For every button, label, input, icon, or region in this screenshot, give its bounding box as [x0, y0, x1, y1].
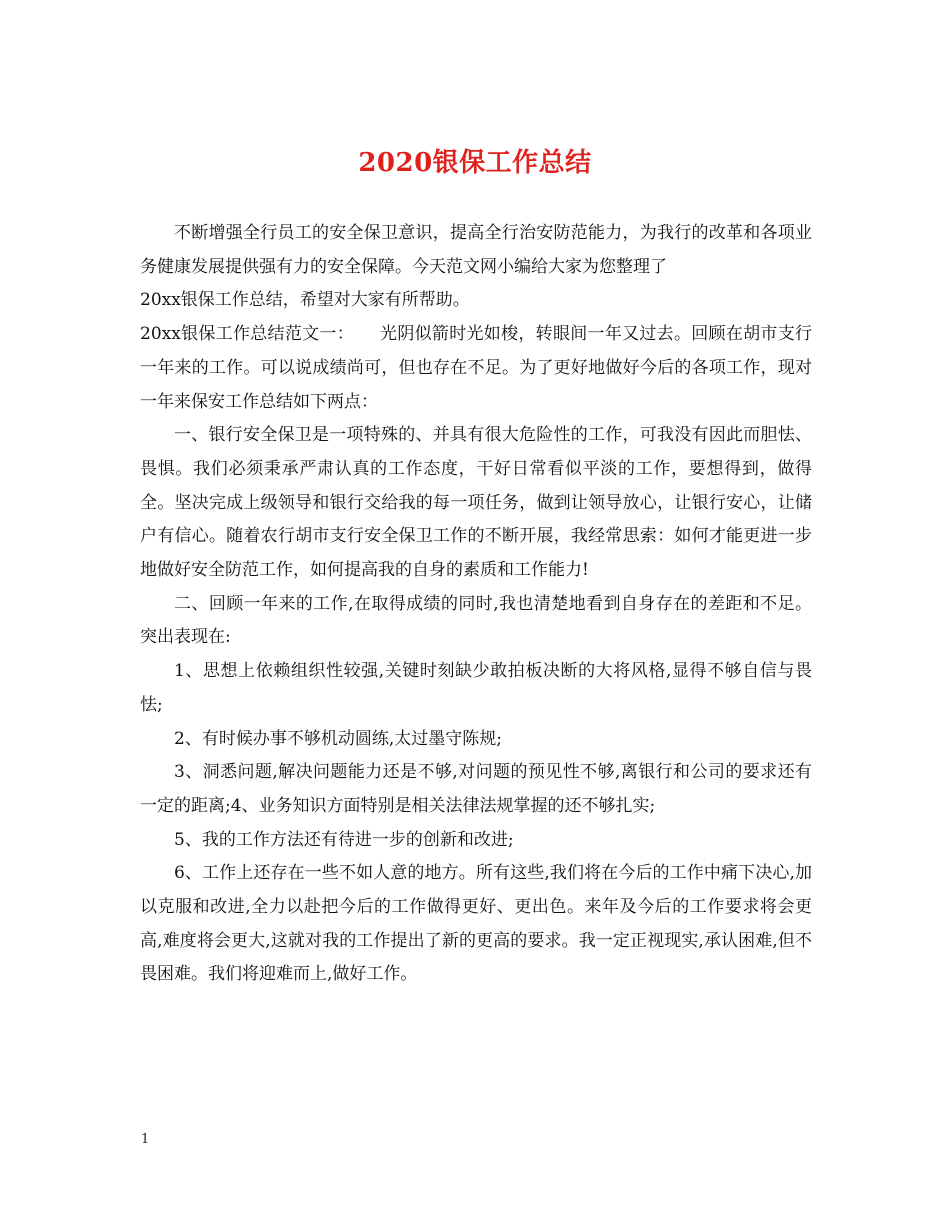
list-item-1: 1、思想上依赖组织性较强,关键时刻缺少敢拍板决断的大将风格,显得不够自信与畏怯; [140, 661, 812, 715]
document-title: 2020银保工作总结 [358, 148, 592, 178]
list-item-5: 5、我的工作方法还有待进一步的创新和改进; [174, 829, 514, 850]
paragraph-sample-one: 20xx银保工作总结范文一： 光阴似箭时光如梭，转眼间一年又过去。回顾在胡市支行一年来的工作。可以说成绩尚可，但也存在不足。为了更好地做好今后的各项工作，现对一年来保安工作总结如下两点： [140, 324, 812, 412]
page-number: 1 [141, 1132, 150, 1147]
paragraph-intro: 不断增强全行员工的安全保卫意识，提高全行治安防范能力，为我行的改革和各项业务健康发展提供强有力的安全保障。今天范文网小编给大家为您整理了 [140, 223, 812, 277]
document-body [140, 217, 812, 992]
paragraph-section-one: 一、银行安全保卫是一项特殊的、并具有很大危险性的工作，可我没有因此而胆怯、畏惧。我们必须秉承严肃认真的工作态度，干好日常看似平淡的工作，要想得到，做得全。坚决完成上级领导和银行交给我的每一项任务，做到让领导放心，让银行安心，让储户有信心。随着农行胡市支行安全保卫工作的不断开展，我经常思索：如何才能更进一步地做好安全防范工作，如何提高我的自身的素质和工作能力! [140, 425, 812, 581]
list-item-2: 2、有时候办事不够机动圆练,太过墨守陈规; [174, 728, 502, 749]
paragraph-intro-continued: 20xx银保工作总结，希望对大家有所帮助。 [140, 290, 470, 311]
list-item-6: 6、工作上还存在一些不如人意的地方。所有这些,我们将在今后的工作中痛下决心,加以克服和改进,全力以赴把今后的工作做得更好、更出色。来年及今后的工作要求将会更高,难度将会更大,这就对我的工作提出了新的更高的要求。我一定正视现实,承认困难,但不畏困难。我们将迎难而上,做好工作。 [140, 863, 812, 985]
list-item-3: 3、洞悉问题,解决问题能力还是不够,对问题的预见性不够,离银行和公司的要求还有一定的距离;4、业务知识方面特别是相关法律法规掌握的还不够扎实; [140, 762, 812, 816]
paragraph-section-two: 二、回顾一年来的工作,在取得成绩的同时,我也清楚地看到自身存在的差距和不足。突出表现在: [140, 593, 812, 648]
